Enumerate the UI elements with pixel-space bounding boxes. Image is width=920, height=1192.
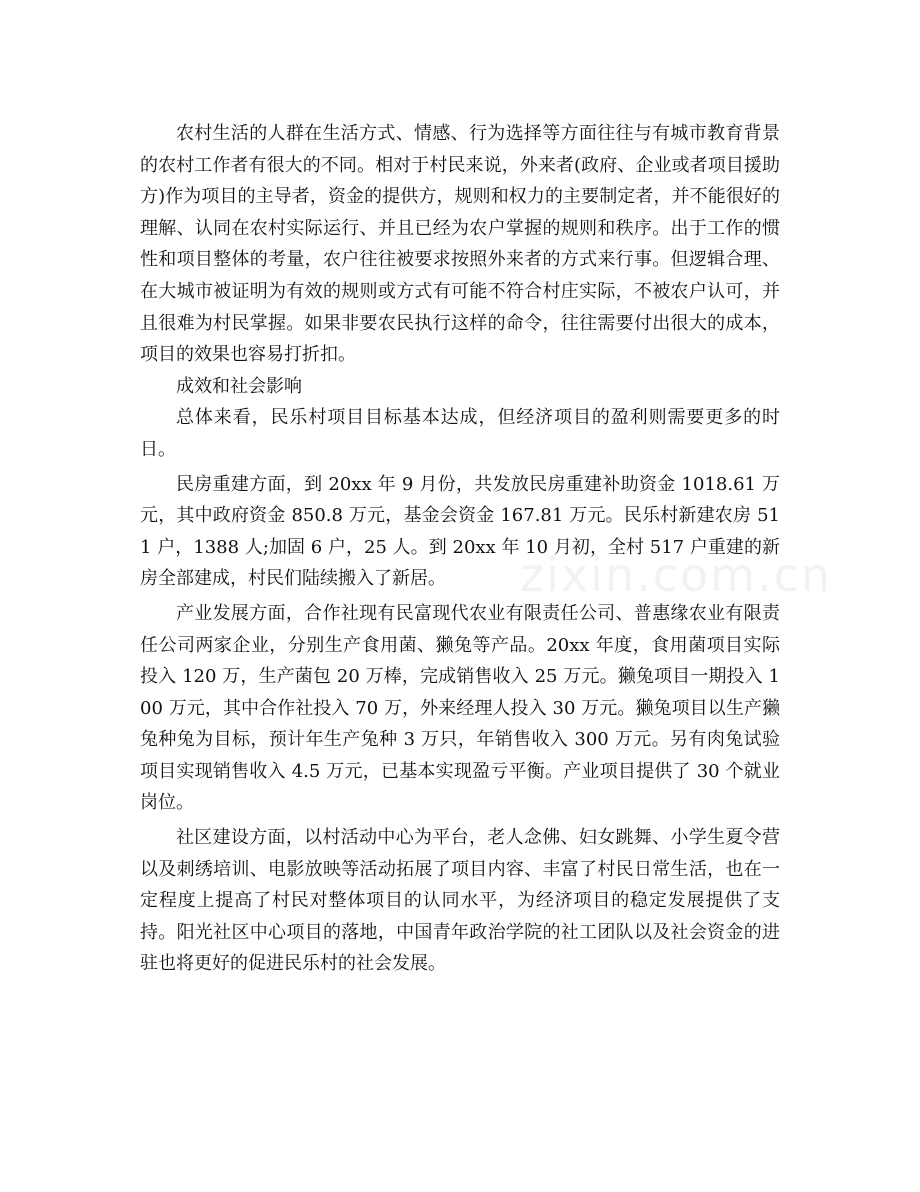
paragraph-overall: 总体来看，民乐村项目目标基本达成，但经济项目的盈利则需要更多的时日。 <box>140 407 780 460</box>
watermark: zixin.com.cn <box>520 548 833 602</box>
paragraph-rural-differences: 农村生活的人群在生活方式、情感、行为选择等方面往往与有城市教育背景的农村工作者有很大的不同。相对于村民来说，外来者(政府、企业或者项目援助方)作为项目的主导者，资金的提供方，规则和权力的主要制定者，并不能很好的理解、认同在农村实际运行、并且已经为农户掌握的规则和秩序。出于工作的惯性和项目整体的考量，农户往往被要求按照外来者的方式来行事。但逻辑合理、在大城市被证明为有效的规则或方式有可能不符合村庄实际，不被农户认可，并且很难为村民掌握。如果非要农民执行这样的命令，往往需要付出很大的成本，项目的效果也容易打折扣。 <box>140 123 780 366</box>
paragraph-industry: 产业发展方面，合作社现有民富现代农业有限责任公司、普惠缘农业有限责任公司两家企业，分别生产食用菌、獭兔等产品。20xx 年度，食用菌项目实际投入 120 万，生产菌包 20 万棒，完成销售收入 25 万元。獭兔项目一期投入 100 万元，其中合作社投入 70 万，外来经理人投入 30 万元。獭兔项目以生产獭兔种兔为目标，预计年生产兔种 3 万只，年销售收入 300 万元。另有肉兔试验项目实现销售收入 4.5 万元，已基本实现盈亏平衡。产业项目提供了 30 个就业岗位。 <box>140 602 780 814</box>
document-body <box>140 118 780 980</box>
section-heading-results: 成效和社会影响 <box>176 375 302 397</box>
paragraph-community: 社区建设方面，以村活动中心为平台，老人念佛、妇女跳舞、小学生夏令营以及刺绣培训、电影放映等活动拓展了项目内容、丰富了村民日常生活，也在一定程度上提高了村民对整体项目的认同水平，为经济项目的稳定发展提供了支持。阳光社区中心项目的落地，中国青年政治学院的社工团队以及社会资金的进驻也将更好的促进民乐村的社会发展。 <box>140 827 780 975</box>
paragraph-housing: 民房重建方面，到 20xx 年 9 月份，共发放民房重建补助资金 1018.61 万元，其中政府资金 850.8 万元，基金会资金 167.81 万元。民乐村新建农房 511 户，1388 人;加固 6 户，25 人。到 20xx 年 10 月初，全村 517 户重建的新房全部建成，村民们陆续搬入了新居。 <box>140 473 780 590</box>
